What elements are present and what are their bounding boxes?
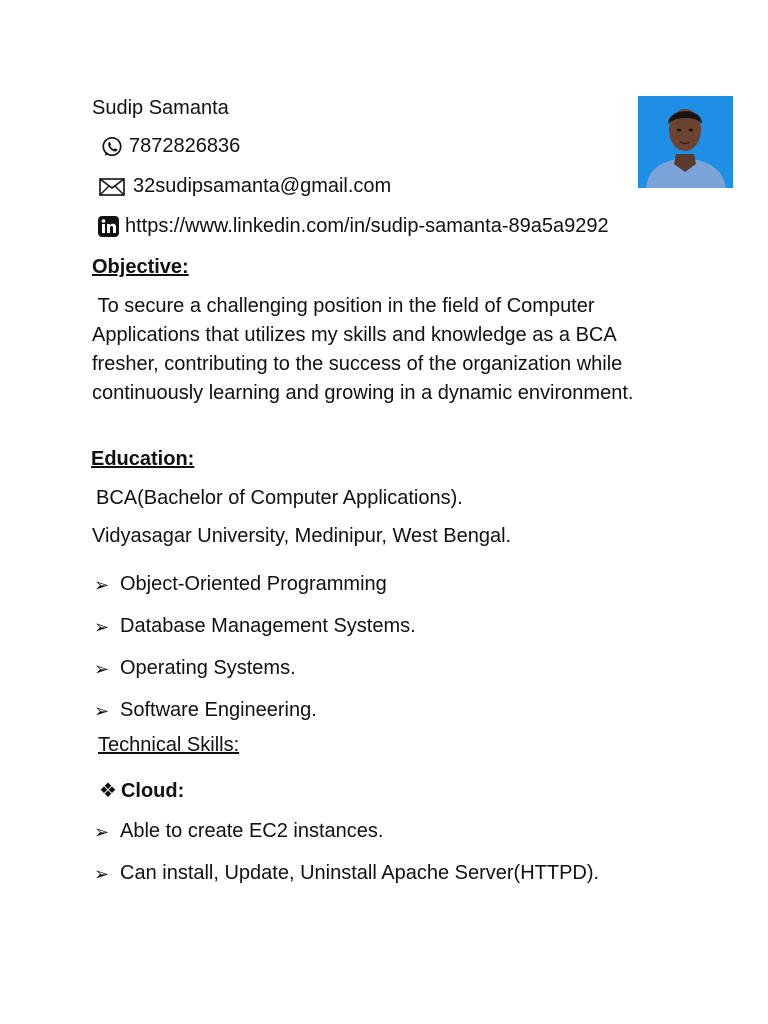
list-item [94,573,416,615]
arrow-bullet-icon: ➢ [94,659,110,680]
subject: Object-Oriented Programming [120,573,387,595]
email-address[interactable]: 32sudipsamanta@gmail.com [133,175,392,197]
linkedin-icon [98,216,119,237]
arrow-bullet-icon: ➢ [94,701,110,722]
email-line [99,175,391,198]
phone-line [101,135,240,158]
objective-text [92,292,672,408]
envelope-icon [99,178,125,196]
candidate-name: Sudip Samanta [92,97,229,119]
subject: Database Management Systems. [120,615,416,637]
linkedin-line [98,215,609,238]
arrow-bullet-icon: ➢ [94,822,110,843]
cloud-subheading [99,778,184,803]
objective-heading: Objective: [92,256,189,278]
cloud-skill: Can install, Update, Uninstall Apache Server(HTTPD). [120,862,600,884]
list-item [94,862,599,904]
list-item [94,657,416,699]
list-item [94,820,599,862]
subject-list [94,573,416,741]
arrow-bullet-icon: ➢ [94,617,110,638]
linkedin-url[interactable]: https://www.linkedin.com/in/sudip-samanta-89a5a9292 [125,215,609,237]
subject: Software Engineering. [120,699,317,721]
university: Vidyasagar University, Medinipur, West Bengal. [92,525,512,547]
arrow-bullet-icon: ➢ [94,575,110,596]
diamond-bullet-icon: ❖ [99,778,117,802]
profile-photo [638,96,733,188]
cloud-label: Cloud: [120,780,185,802]
degree: BCA(Bachelor of Computer Applications). [96,487,463,509]
cloud-skill-list [94,820,599,904]
subject: Operating Systems. [120,657,296,679]
cloud-skill: Able to create EC2 instances. [120,820,384,842]
objective-paragraph: To secure a challenging position in the field of Computer Applications that utilizes my skills and knowledge as a BCA fresher, contributing to the success of the organization while continuously learning and growing in a dynamic environment. [92,295,634,404]
list-item [94,615,416,657]
phone-number: 7872826836 [129,135,241,157]
whatsapp-icon [101,136,123,158]
arrow-bullet-icon: ➢ [94,864,110,885]
education-heading: Education: [91,448,195,470]
technical-skills-heading: Technical Skills: [98,734,240,756]
